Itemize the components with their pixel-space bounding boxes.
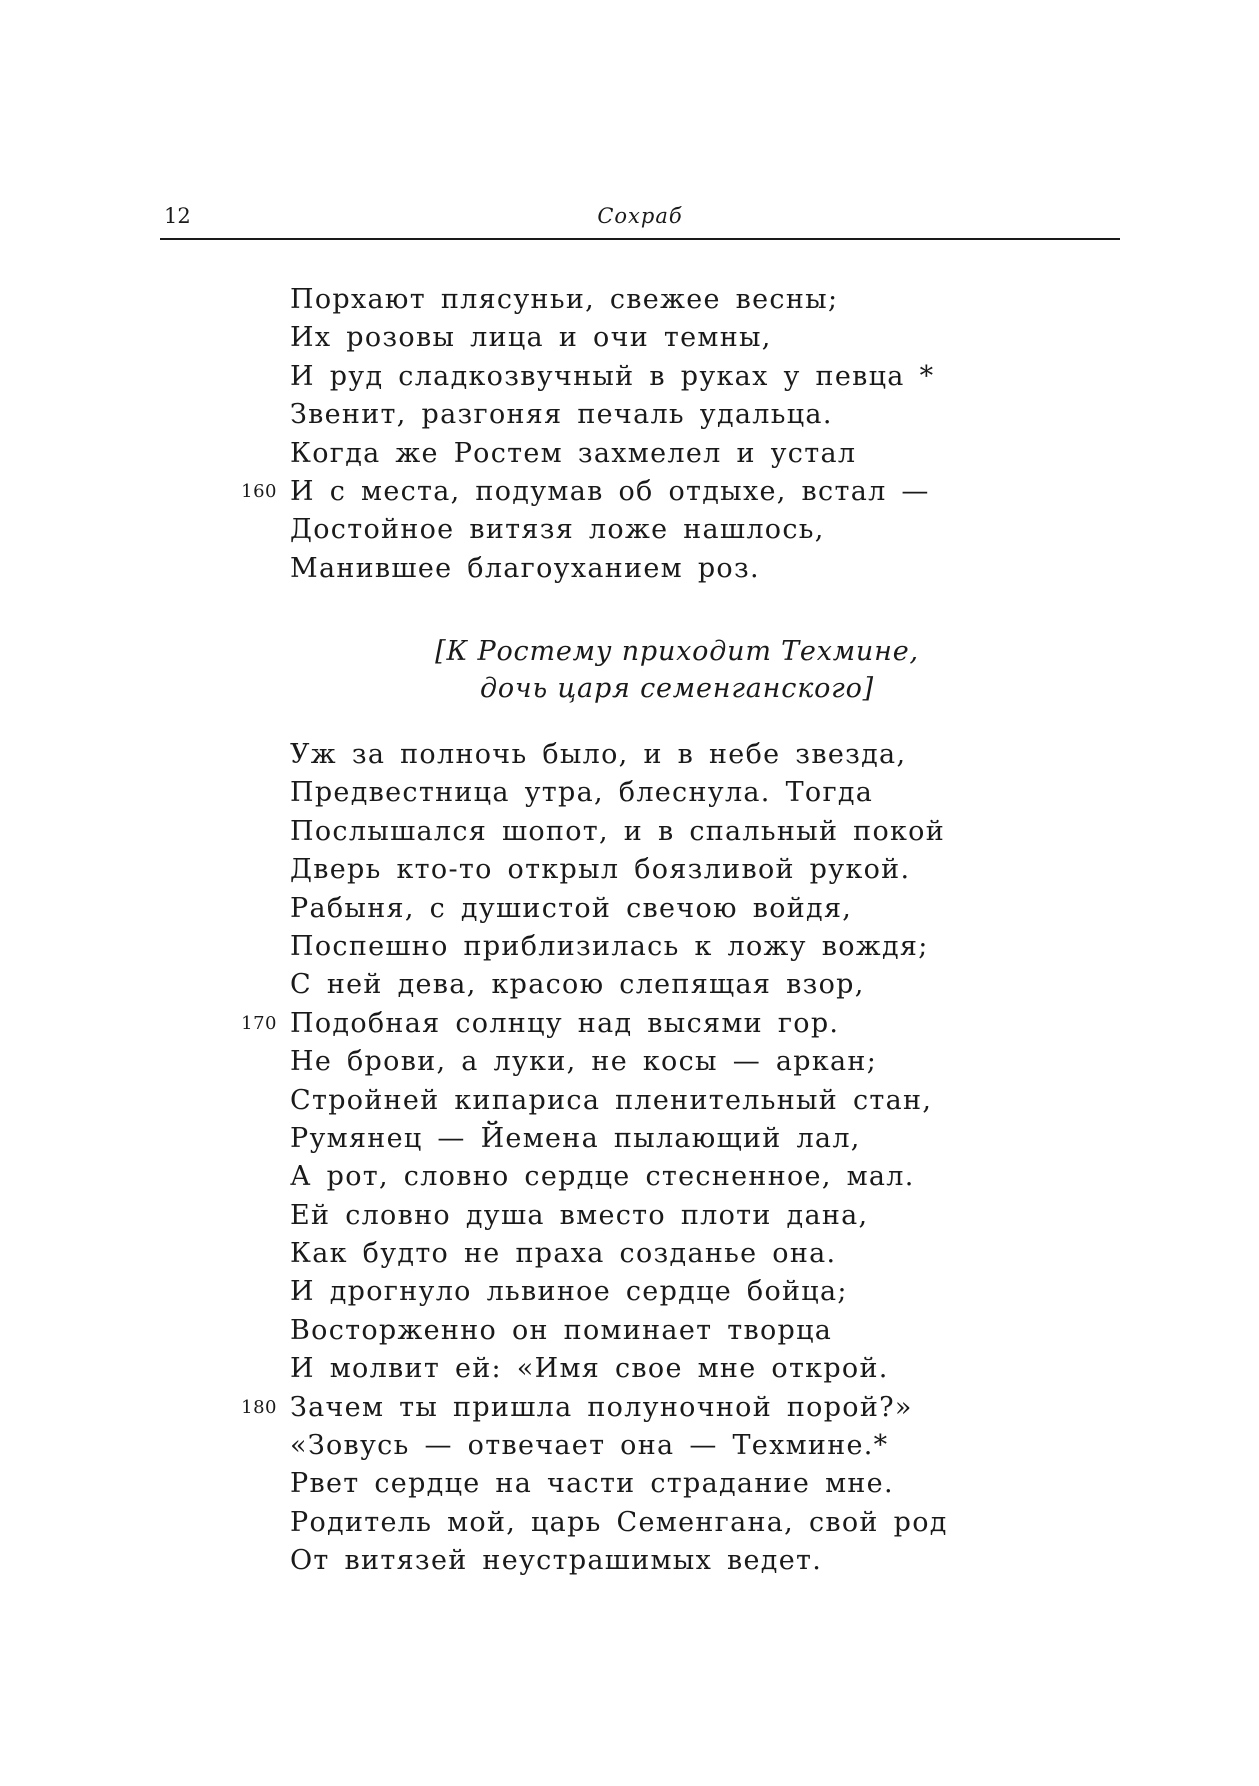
verse-text: Звенит, разгоняя печаль удальца. — [290, 399, 833, 431]
verse-line — [0, 1043, 1259, 1081]
verse-line — [0, 813, 1259, 851]
verse-line — [0, 511, 1259, 549]
verse-line — [0, 1504, 1259, 1542]
section-heading-line-2: дочь царя семенганского] — [479, 673, 875, 704]
verse-text: Родитель мой, царь Семенгана, свой род — [290, 1506, 948, 1538]
page-header — [160, 198, 1120, 238]
verse-text: Зачем ты пришла полуночной порой?» — [290, 1391, 913, 1423]
verse-line — [0, 1235, 1259, 1273]
verse-line — [0, 890, 1259, 928]
verse-line — [0, 774, 1259, 812]
verse-text: От витязей неустрашимых ведет. — [290, 1545, 823, 1577]
stanza-2 — [0, 736, 1259, 1581]
verse-text: Манившее благоуханием роз. — [290, 552, 760, 584]
verse-line — [0, 1158, 1259, 1196]
verse-line — [0, 851, 1259, 889]
verse-line — [0, 1082, 1259, 1120]
section-heading-line-1: [К Ростему приходит Техмине, — [435, 636, 919, 667]
verse-text: Рвет сердце на части страдание мне. — [290, 1468, 894, 1500]
verse-line — [0, 435, 1259, 473]
line-number: 160 — [241, 480, 277, 502]
verse-line — [0, 319, 1259, 357]
verse-line — [0, 473, 1259, 511]
verse-line — [0, 1427, 1259, 1465]
verse-text: Их розовы лица и очи темны, — [290, 322, 772, 354]
verse-text: И дрогнуло львиное сердце бойца; — [290, 1276, 848, 1308]
verse-line — [0, 550, 1259, 588]
verse-text: Дверь кто-то открыл боязливой рукой. — [290, 854, 911, 886]
verse-line — [0, 928, 1259, 966]
verse-line — [0, 1197, 1259, 1235]
verse-line — [0, 1005, 1259, 1043]
running-title: Сохраб — [597, 204, 683, 228]
section-heading — [0, 633, 1259, 707]
verse-line — [0, 1542, 1259, 1580]
verse-line — [0, 1120, 1259, 1158]
stanza-1 — [0, 281, 1259, 588]
verse-text: А рот, словно сердце стесненное, мал. — [290, 1161, 915, 1193]
line-number: 170 — [241, 1012, 277, 1034]
verse-text: Уж за полночь было, и в небе звезда, — [290, 739, 907, 770]
verse-line — [0, 281, 1259, 319]
page-number: 12 — [164, 204, 191, 228]
verse-text: Достойное витязя ложе нашлось, — [290, 514, 825, 546]
header-rule — [160, 238, 1120, 240]
verse-line — [0, 1350, 1259, 1388]
verse-line — [0, 736, 1259, 774]
verse-text: Не брови, а луки, не косы — аркан; — [290, 1046, 878, 1078]
verse-text: Предвестница утра, блеснула. Тогда — [290, 777, 874, 809]
verse-text: С ней дева, красою слепящая взор, — [290, 969, 865, 1001]
verse-text: Румянец — Йемена пылающий лал, — [290, 1122, 861, 1154]
verse-text: Порхают плясуньи, свежее весны; — [290, 284, 839, 315]
verse-text: Рабыня, с душистой свечою войдя, — [290, 892, 853, 924]
line-number: 180 — [241, 1396, 277, 1418]
verse-text: «Зовусь — отвечает она — Техмине.* — [290, 1430, 889, 1462]
verse-text: Когда же Ростем захмелел и устал — [290, 437, 857, 469]
verse-text: И руд сладкозвучный в руках у певца * — [290, 360, 935, 392]
verse-text: Поспешно приблизилась к ложу вождя; — [290, 930, 929, 962]
verse-text: Послышался шопот, и в спальный покой — [290, 815, 946, 847]
verse-line — [0, 1389, 1259, 1427]
verse-text: Стройней кипариса пленительный стан, — [290, 1084, 933, 1116]
verse-line — [0, 396, 1259, 434]
verse-text: Как будто не праха созданье она. — [290, 1238, 837, 1270]
verse-line — [0, 1312, 1259, 1350]
verse-text: Подобная солнцу над высями гор. — [290, 1007, 840, 1039]
verse-text: Восторженно он поминает творца — [290, 1314, 833, 1346]
verse-text: И молвит ей: «Имя свое мне открой. — [290, 1353, 889, 1385]
verse-line — [0, 966, 1259, 1004]
verse-text: И с места, подумав об отдыхе, встал — — [290, 475, 930, 507]
verse-text: Ей словно душа вместо плоти дана, — [290, 1199, 869, 1231]
verse-line — [0, 358, 1259, 396]
verse-line — [0, 1273, 1259, 1311]
verse-line — [0, 1465, 1259, 1503]
